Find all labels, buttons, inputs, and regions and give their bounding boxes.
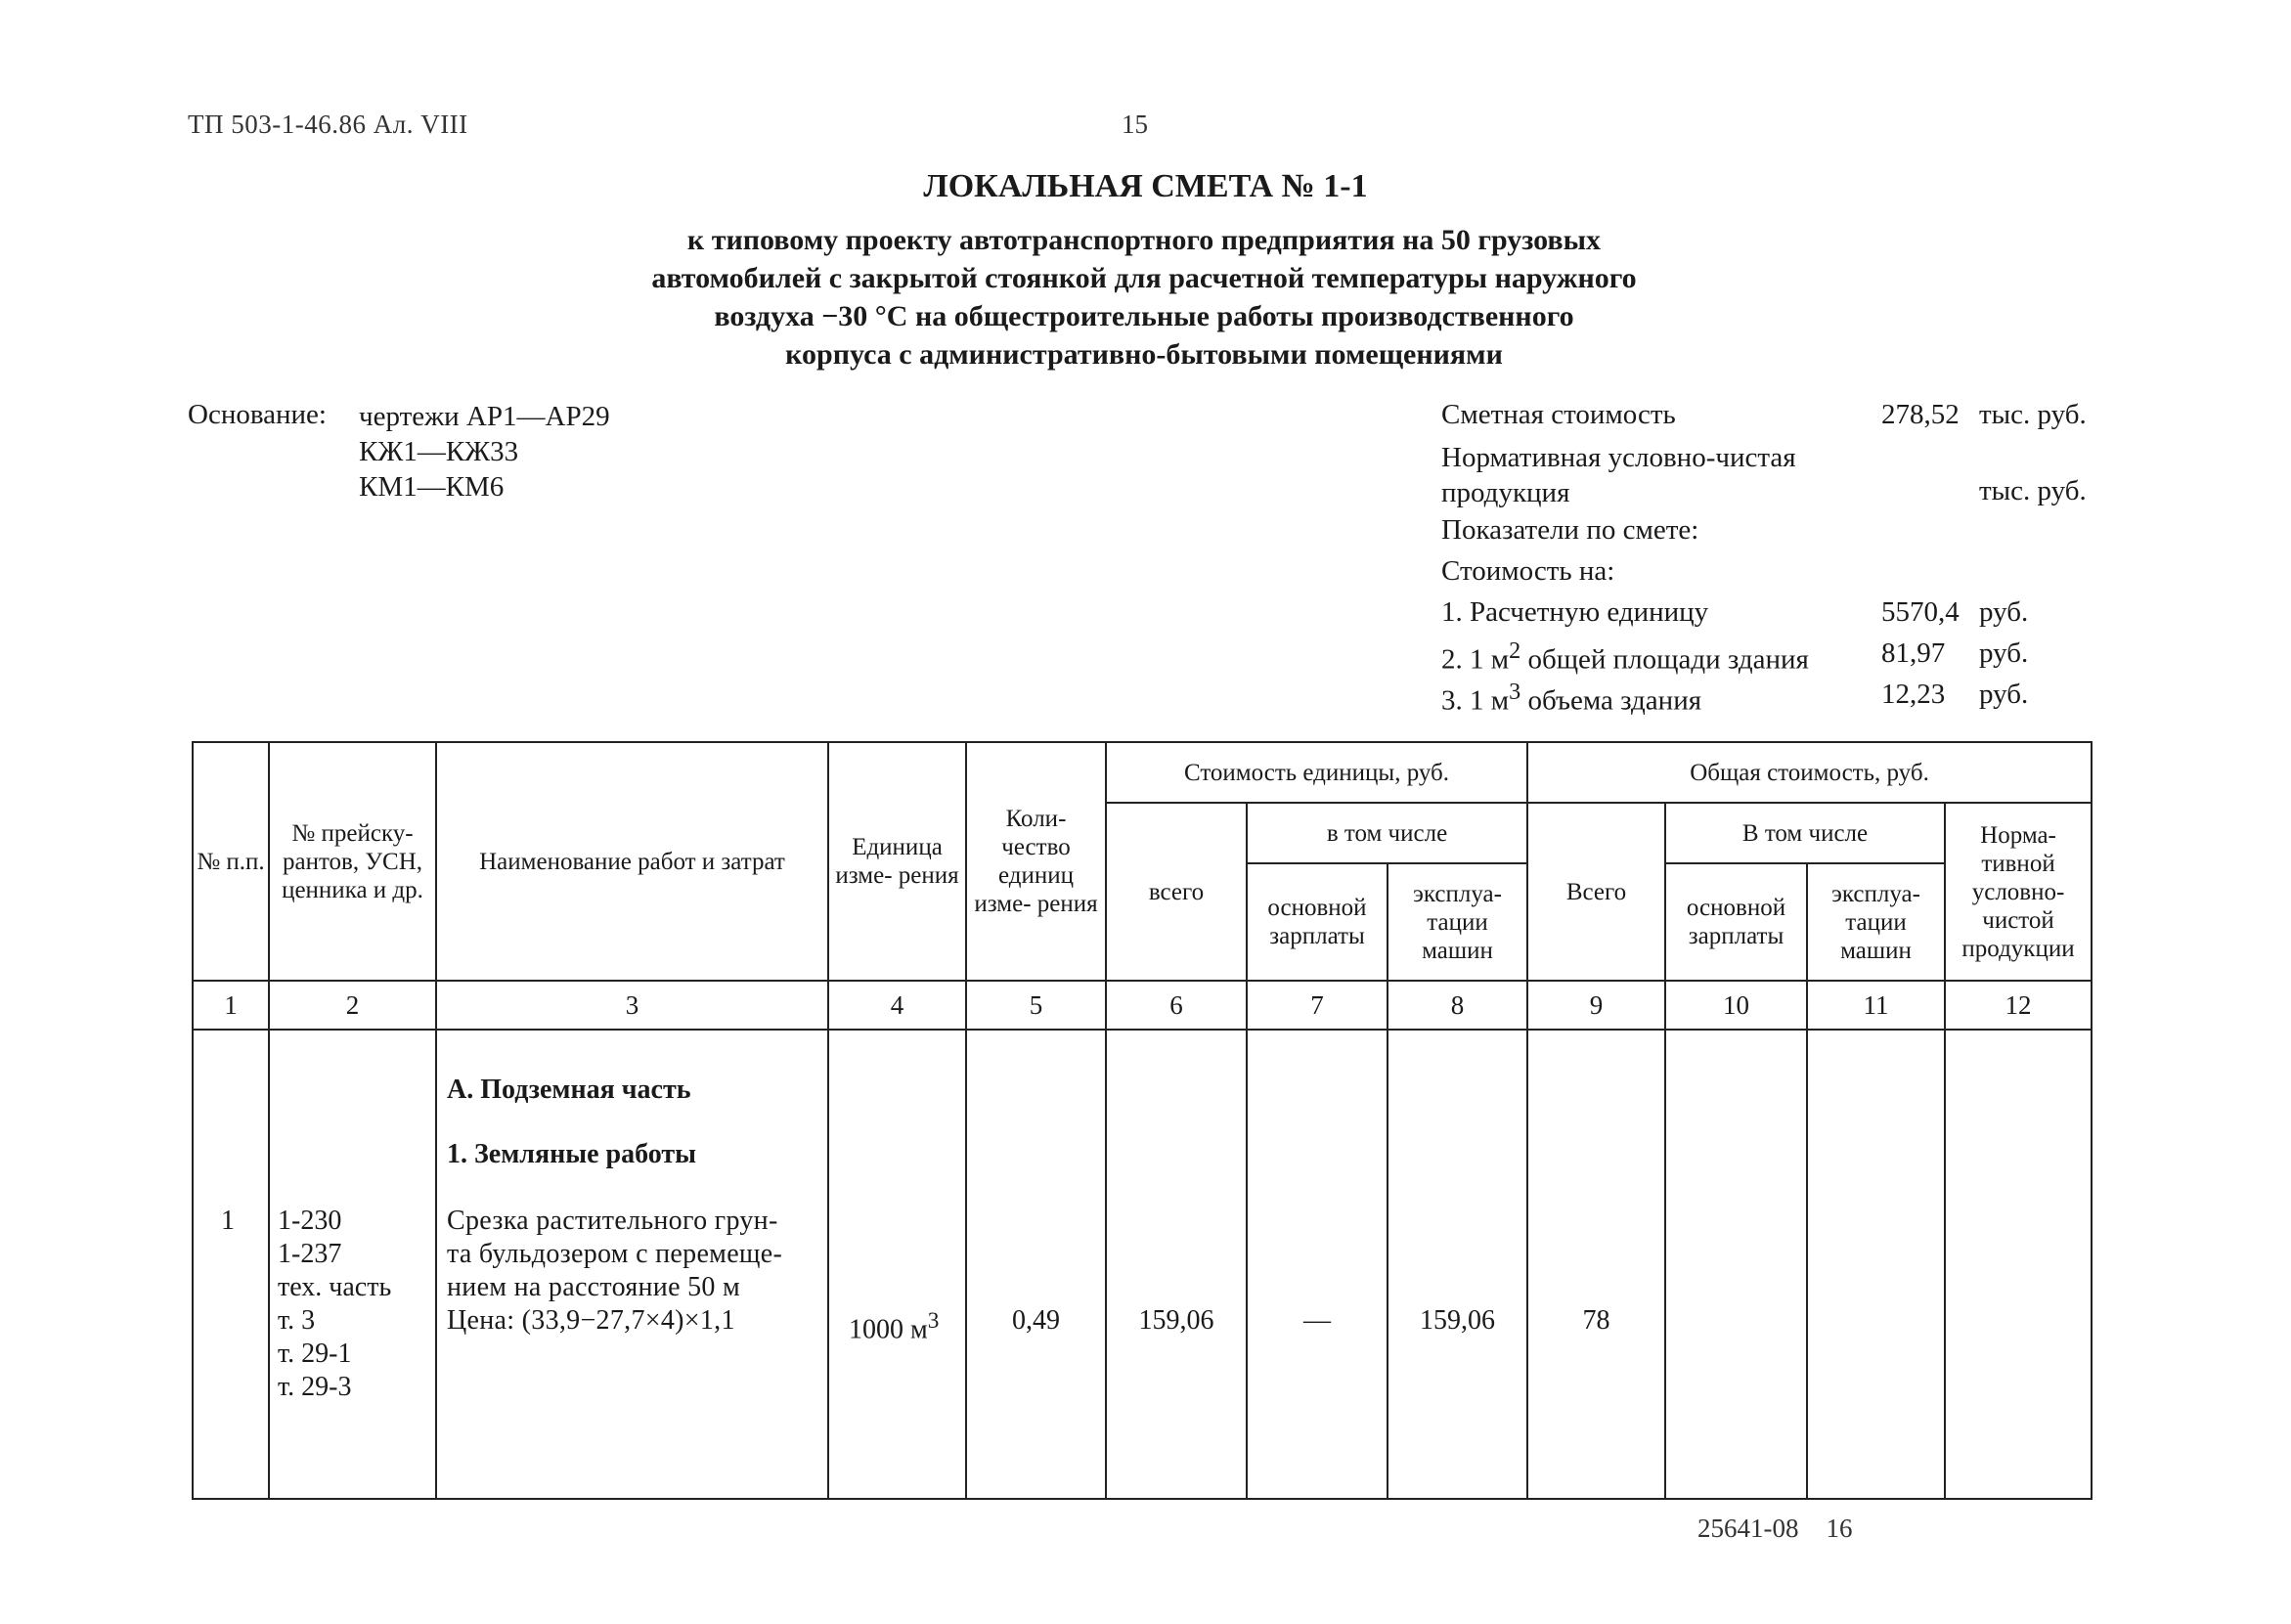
cell-pricelist <box>269 1030 436 1499</box>
section-heading: А. Подземная часть <box>447 1075 691 1105</box>
qty-value: 0,49 <box>1012 1305 1060 1336</box>
header-total-wages: основной зарплаты <box>1665 863 1807 981</box>
basis-item: КМ1—КМ6 <box>359 471 505 503</box>
basis-list <box>359 399 610 505</box>
summary-unit: руб. <box>1979 679 2029 710</box>
pricelist-refs <box>278 1205 391 1404</box>
column-number: 11 <box>1807 981 1945 1030</box>
unit-machines-value: 159,06 <box>1420 1305 1495 1336</box>
summary-label: Сметная стоимость <box>1441 399 1676 430</box>
subtitle-line: к типовому проекту автотранспортного предприятия на 50 грузовых <box>686 224 1602 256</box>
column-number: 5 <box>966 981 1106 1030</box>
table-row <box>193 1030 2092 1499</box>
header-total-all: Всего <box>1527 803 1665 981</box>
summary-label-part: общей площади здания <box>1520 643 1809 676</box>
pricelist-ref: 1-230 <box>278 1206 342 1236</box>
column-number: 3 <box>436 981 828 1030</box>
column-number: 2 <box>269 981 436 1030</box>
pricelist-ref: 1-237 <box>278 1239 342 1269</box>
summary-value: 5570,4 <box>1881 596 1960 628</box>
document-code: ТП 503-1-46.86 Ал. VIII <box>188 110 468 139</box>
pricelist-ref: т. 29-1 <box>278 1339 352 1369</box>
summary-label: Показатели по смете: <box>1441 514 1699 546</box>
summary-unit: тыс. руб. <box>1979 399 2087 430</box>
summary-value: 12,23 <box>1881 679 1946 710</box>
summary-unit: тыс. руб. <box>1979 475 2087 506</box>
summary-label-line: продукция <box>1441 477 1570 508</box>
column-number: 6 <box>1106 981 1247 1030</box>
summary-label <box>1441 637 1809 677</box>
cell-total-wages <box>1665 1030 1807 1499</box>
summary-label-part: объема здания <box>1520 684 1702 717</box>
superscript: 3 <box>927 1308 940 1334</box>
header-qty: Коли- чество единиц изме- рения <box>966 742 1106 981</box>
summary-label: 1. Расчетную единицу <box>1441 596 1709 628</box>
page-number: 15 <box>1122 110 1148 139</box>
superscript: 2 <box>1509 637 1521 664</box>
description-line: Срезка растительного грун- <box>447 1206 778 1236</box>
header-total-group: Общая стоимость, руб. <box>1527 742 2092 803</box>
header-normative: Норма- тивной условно- чистой продукции <box>1945 803 2092 981</box>
unit-total-value: 159,06 <box>1138 1305 1214 1336</box>
document-title: ЛОКАЛЬНАЯ СМЕТА № 1-1 <box>923 168 1368 204</box>
header-name: Наименование работ и затрат <box>436 742 828 981</box>
summary-label-part: 3. 1 м <box>1441 684 1510 717</box>
column-number: 7 <box>1247 981 1388 1030</box>
cell-unit-total <box>1106 1030 1247 1499</box>
document-subtitle <box>528 221 1760 373</box>
basis-item: чертежи АР1—АР29 <box>359 401 610 432</box>
column-number: 1 <box>193 981 269 1030</box>
summary-unit: руб. <box>1979 637 2029 669</box>
header-unit-machines: эксплуа- тации машин <box>1388 863 1527 981</box>
subsection-heading: 1. Земляные работы <box>447 1139 697 1169</box>
unit-wages-value: — <box>1303 1305 1331 1336</box>
description-line: нием на расстояние 50 м <box>447 1272 741 1302</box>
header-unit-incl: в том числе <box>1247 803 1527 863</box>
footer <box>1697 1514 1853 1544</box>
header-total-incl: В том числе <box>1665 803 1945 863</box>
summary-value: 81,97 <box>1881 637 1946 669</box>
summary-label-part: 2. 1 м <box>1441 643 1510 676</box>
summary-label <box>1441 440 1796 510</box>
cell-unit-machines <box>1388 1030 1527 1499</box>
subtitle-line: корпуса с административно-бытовыми помещениями <box>785 338 1503 371</box>
header-total-machines: эксплуа- тации машин <box>1807 863 1945 981</box>
column-number: 10 <box>1665 981 1807 1030</box>
column-number: 9 <box>1527 981 1665 1030</box>
summary-label <box>1441 679 1701 718</box>
column-number: 8 <box>1388 981 1527 1030</box>
header-unit-total: всего <box>1106 803 1247 981</box>
column-number: 4 <box>828 981 966 1030</box>
total-all-value: 78 <box>1582 1305 1610 1336</box>
subtitle-line: автомобилей с закрытой стоянкой для расчетной температуры наружного <box>651 262 1637 294</box>
pricelist-ref: т. 3 <box>278 1305 316 1336</box>
cell-unit-wages <box>1247 1030 1388 1499</box>
unit-text: 1000 м <box>849 1314 928 1345</box>
cell-num <box>193 1030 269 1499</box>
pricelist-ref: т. 29-3 <box>278 1372 352 1402</box>
header-unit-wages: основной зарплаты <box>1247 863 1388 981</box>
summary-label: Стоимость на: <box>1441 555 1615 587</box>
row-number: 1 <box>221 1206 235 1236</box>
header-unit: Единица изме- рения <box>828 742 966 981</box>
header-unit-cost-group: Стоимость единицы, руб. <box>1106 742 1527 803</box>
description-line: та бульдозером с перемеще- <box>447 1239 783 1269</box>
work-description <box>447 1205 782 1338</box>
unit-value <box>849 1304 939 1346</box>
header-num: № п.п. <box>193 742 269 981</box>
cell-unit <box>828 1030 966 1499</box>
subtitle-line: воздуха −30 °С на общестроительные работы производственного <box>714 300 1574 332</box>
summary-unit: руб. <box>1979 596 2029 628</box>
cell-total-all <box>1527 1030 1665 1499</box>
summary-value: 278,52 <box>1881 399 1960 430</box>
pricelist-ref: тех. часть <box>278 1272 392 1302</box>
summary-label-line: Нормативная условно-чистая <box>1441 442 1796 473</box>
header-pricelist: № прейску- рантов, УСН, ценника и др. <box>269 742 436 981</box>
superscript: 3 <box>1509 679 1521 705</box>
cell-total-machines <box>1807 1030 1945 1499</box>
cell-name <box>436 1030 828 1499</box>
cell-normative <box>1945 1030 2092 1499</box>
column-number: 12 <box>1945 981 2092 1030</box>
footer-page: 16 <box>1826 1514 1853 1543</box>
cell-qty <box>966 1030 1106 1499</box>
basis-item: КЖ1—КЖ33 <box>359 436 519 467</box>
basis-label: Основание: <box>188 399 327 430</box>
description-line: Цена: (33,9−27,7×4)×1,1 <box>447 1305 735 1336</box>
estimate-table <box>192 741 2093 1500</box>
footer-code: 25641-08 <box>1697 1514 1799 1543</box>
